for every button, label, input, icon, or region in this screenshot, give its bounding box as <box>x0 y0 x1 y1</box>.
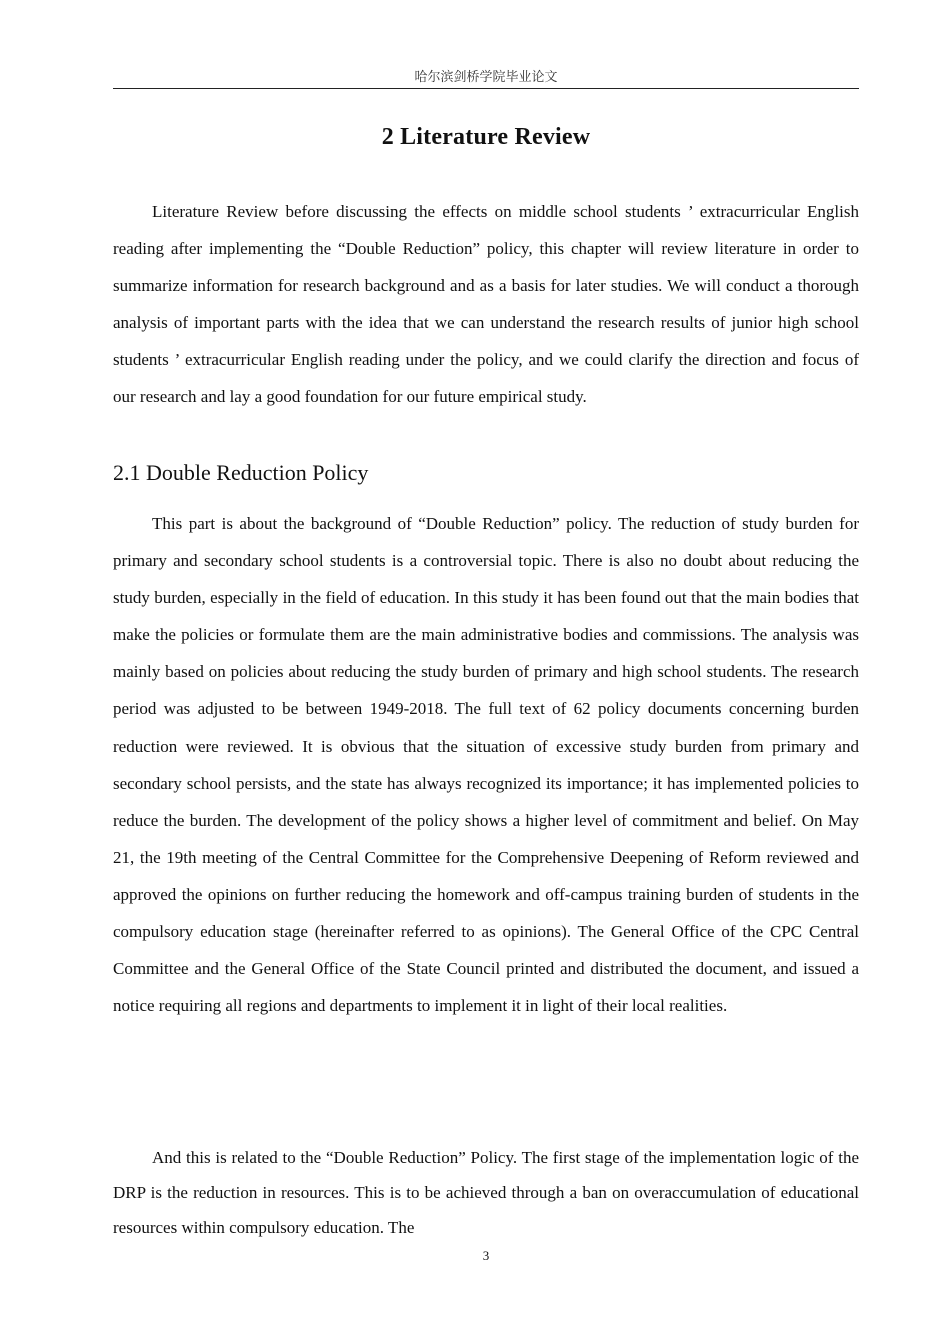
header-rule <box>113 88 859 89</box>
chapter-title: 2 Literature Review <box>381 124 591 150</box>
section-paragraph-1: This part is about the background of “Double Reduction” policy. The reduction of study burden for primary and secondary school students is a controversial topic. There is also no doubt about reducing the study burden, especially in the field of education. In this study it has been found out that the main bodies that make the policies or formulate them are the main administrative bodies and commissions. The analysis was mainly based on policies about reducing the study burden of primary and high school students. The research period was adjusted to be between 1949-2018. The full text of 62 policy documents concerning burden reduction were reviewed. It is obvious that the situation of excessive study burden from primary and secondary school persists, and the state has always recognized its importance; it has implemented policies to reduce the burden. The development of the policy shows a higher level of commitment and belief. On May 21, the 19th meeting of the Central Committee for the Comprehensive Deepening of Reform reviewed and approved the opinions on further reducing the homework and off-campus training burden of students in the compulsory education stage (hereinafter referred to as opinions). The General Office of the CPC Central Committee and the General Office of the State Council printed and distributed the document, and issued a notice requiring all regions and departments to implement it in light of their local realities. <box>113 514 859 1016</box>
intro-paragraph: Literature Review before discussing the effects on middle school students ’ extracurricular English reading after implementing the “Double Reduction” policy, this chapter will review literature in order to summarize information for research background and as a basis for later studies. We will conduct a thorough analysis of important parts with the idea that we can understand the research results of junior high school students ’ extracurricular English reading under the policy, and we could clarify the direction and focus of our research and lay a good foundation for our future empirical study. <box>113 202 859 407</box>
section-heading: 2.1 Double Reduction Policy <box>113 460 369 485</box>
section-paragraph-2: And this is related to the “Double Reduction” Policy. The first stage of the implementation logic of the DRP is the reduction in resources. This is to be achieved through a ban on overaccumulation of educational resources within compulsory education. The <box>113 1148 859 1237</box>
page-number: 3 <box>482 1248 490 1263</box>
running-header: 哈尔滨剑桥学院毕业论文 <box>414 70 558 85</box>
